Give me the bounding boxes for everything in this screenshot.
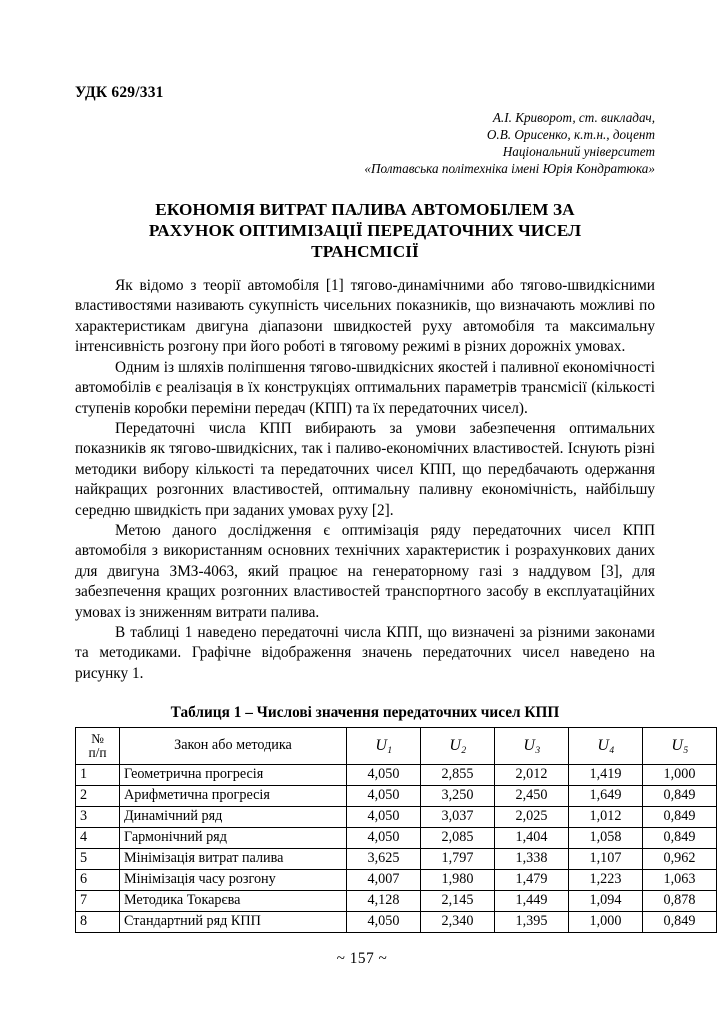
cell-u1: 4,050 xyxy=(347,911,421,932)
cell-u5: 0,849 xyxy=(643,827,717,848)
cell-u3: 1,395 xyxy=(495,911,569,932)
cell-u1: 4,007 xyxy=(347,869,421,890)
cell-u5: 1,000 xyxy=(643,764,717,785)
cell-u1: 4,050 xyxy=(347,806,421,827)
gear-ratios-table xyxy=(75,727,717,933)
cell-u1: 3,625 xyxy=(347,848,421,869)
table-row xyxy=(76,911,717,932)
cell-u2: 3,037 xyxy=(421,806,495,827)
cell-u5: 0,849 xyxy=(643,785,717,806)
table-row xyxy=(76,848,717,869)
author-line-1: А.І. Криворот, ст. викладач, xyxy=(492,110,655,126)
cell-u5: 1,063 xyxy=(643,869,717,890)
title-line-3: ТРАНСМІСІЇ xyxy=(311,241,419,261)
u2-symbol: $U_2$ xyxy=(449,736,467,756)
column-header-u3 xyxy=(495,727,569,764)
author-block xyxy=(75,110,655,178)
page-footer: ~ 157 ~ xyxy=(336,950,388,967)
cell-number: 7 xyxy=(76,890,120,911)
cell-u3: 2,025 xyxy=(495,806,569,827)
cell-method: Геометрична прогресія xyxy=(120,764,347,785)
cell-u5: 0,878 xyxy=(643,890,717,911)
column-header-u2 xyxy=(421,727,495,764)
cell-method: Арифметична прогресія xyxy=(120,785,347,806)
column-header-u4 xyxy=(569,727,643,764)
u3-symbol: $U_3$ xyxy=(523,736,541,756)
cell-number: 6 xyxy=(76,869,120,890)
cell-u4: 1,419 xyxy=(569,764,643,785)
paragraph: Як відомо з теорії автомобіля [1] тягово-динамічними або тягово-швидкісними властивостями називають сукупність чисельних показників, що визначають можливі по характеристикам двигуна діапазони швидкостей руху автомобіля та максимальну інтенсивність розгону при його роботі в тяговому режимі в різних дорожніх умовах. xyxy=(75,277,655,356)
paragraph: В таблиці 1 наведено передаточні числа КПП, що визначені за різними законами та методиками. Графічне відображення значень передаточних чисел наведено на рисунку 1. xyxy=(75,623,655,682)
title-line-1: ЕКОНОМІЯ ВИТРАТ ПАЛИВА АВТОМОБІЛЕМ ЗА xyxy=(155,199,575,219)
cell-method: Мінімізація часу розгону xyxy=(120,869,347,890)
table-row xyxy=(76,869,717,890)
affiliation-line-1: Національний університет xyxy=(502,143,655,159)
affiliation-line-2: «Полтавська політехніка імені Юрія Кондратюка» xyxy=(364,160,655,176)
table-caption: Таблиця 1 – Числові значення передаточних чисел КПП xyxy=(170,704,560,722)
cell-number: 2 xyxy=(76,785,120,806)
table-row xyxy=(76,806,717,827)
u4-symbol: $U_4$ xyxy=(597,736,615,756)
cell-u5: 0,962 xyxy=(643,848,717,869)
column-header-u1 xyxy=(347,727,421,764)
u5-symbol: $U_5$ xyxy=(671,736,689,756)
cell-u4: 1,107 xyxy=(569,848,643,869)
cell-number: 4 xyxy=(76,827,120,848)
author-line-2: О.В. Орисенко, к.т.н., доцент xyxy=(486,126,655,142)
cell-u1: 4,128 xyxy=(347,890,421,911)
cell-number: 1 xyxy=(76,764,120,785)
paragraph: Одним із шляхів поліпшення тягово-швидкісних якостей і паливної економічності автомобілів є реалізація в їх конструкціях оптимальних параметрів трансмісії (кількості ступенів коробки переміни передач (КПП) та їх передаточних чисел). xyxy=(75,358,655,417)
u1-symbol: $U_1$ xyxy=(375,736,393,756)
column-header-number-line1: № xyxy=(91,730,104,746)
cell-u2: 1,797 xyxy=(421,848,495,869)
cell-number: 3 xyxy=(76,806,120,827)
table-header-row xyxy=(76,727,717,764)
table-row xyxy=(76,785,717,806)
cell-u5: 0,849 xyxy=(643,806,717,827)
article-body xyxy=(75,276,655,684)
cell-u4: 1,649 xyxy=(569,785,643,806)
column-header-number xyxy=(76,727,120,764)
cell-method: Стандартний ряд КПП xyxy=(120,911,347,932)
cell-u1: 4,050 xyxy=(347,827,421,848)
paragraph: Передаточні числа КПП вибирають за умови забезпечення оптимальних показників як тягово-швидкісних, так і паливо-економічних властивостей. Існують різні методики вибору кількості та передаточних чисел КПП, що передбачають одержання найкращих розгонних властивостей, оптимальну паливну економічність, найбільшу середню швидкість при заданих умовах руху [2]. xyxy=(75,419,655,519)
cell-number: 5 xyxy=(76,848,120,869)
cell-u2: 2,085 xyxy=(421,827,495,848)
cell-u4: 1,223 xyxy=(569,869,643,890)
cell-method: Динамічний ряд xyxy=(120,806,347,827)
column-header-number-line2: п/п xyxy=(88,744,107,760)
cell-method: Гармонічний ряд xyxy=(120,827,347,848)
cell-u4: 1,058 xyxy=(569,827,643,848)
table-body xyxy=(76,764,717,932)
cell-u3: 1,404 xyxy=(495,827,569,848)
column-header-u5 xyxy=(643,727,717,764)
cell-number: 8 xyxy=(76,911,120,932)
cell-u1: 4,050 xyxy=(347,764,421,785)
cell-u4: 1,094 xyxy=(569,890,643,911)
cell-u3: 2,450 xyxy=(495,785,569,806)
cell-u1: 4,050 xyxy=(347,785,421,806)
cell-method: Методика Токарєва xyxy=(120,890,347,911)
cell-u2: 2,340 xyxy=(421,911,495,932)
cell-u5: 0,849 xyxy=(643,911,717,932)
title-line-2: РАХУНОК ОПТИМІЗАЦІЇ ПЕРЕДАТОЧНИХ ЧИСЕЛ xyxy=(148,220,582,240)
cell-u4: 1,000 xyxy=(569,911,643,932)
page-title xyxy=(75,199,655,262)
cell-u2: 1,980 xyxy=(421,869,495,890)
cell-u3: 1,449 xyxy=(495,890,569,911)
cell-u3: 1,338 xyxy=(495,848,569,869)
cell-method: Мінімізація витрат палива xyxy=(120,848,347,869)
page-content xyxy=(75,0,696,933)
table-row xyxy=(76,827,717,848)
cell-u3: 2,012 xyxy=(495,764,569,785)
cell-u4: 1,012 xyxy=(569,806,643,827)
cell-u2: 2,855 xyxy=(421,764,495,785)
table-row xyxy=(76,764,717,785)
cell-u2: 2,145 xyxy=(421,890,495,911)
paragraph: Метою даного дослідження є оптимізація ряду передаточних чисел КПП автомобіля з використанням основних технічних характеристик і розрахункових даних для двигуна ЗМЗ-4063, який працює на генераторному газі з наддувом [3], для забезпечення кращих розгонних властивостей транспортного засобу в експлуатаційних умовах із зниженням витрати палива. xyxy=(75,521,655,621)
udk-code: УДК 629/331 xyxy=(75,84,164,101)
cell-u2: 3,250 xyxy=(421,785,495,806)
table-row xyxy=(76,890,717,911)
table-header xyxy=(76,727,717,764)
cell-u3: 1,479 xyxy=(495,869,569,890)
column-header-method: Закон або методика xyxy=(120,727,347,764)
